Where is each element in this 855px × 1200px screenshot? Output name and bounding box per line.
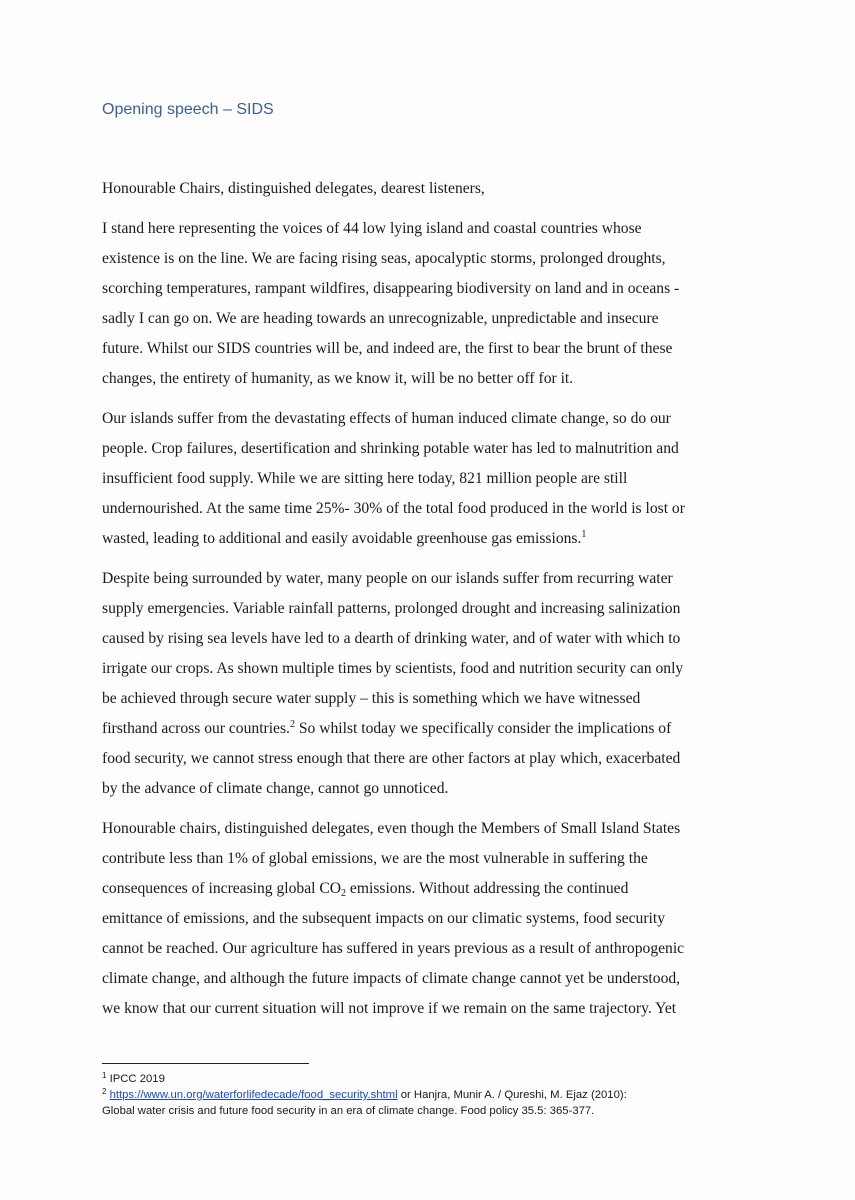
line-text: emissions. Without addressing the continued bbox=[346, 880, 629, 897]
text-line: Honourable Chairs, distinguished delegates, dearest listeners, bbox=[102, 180, 485, 197]
footnote-1 bbox=[102, 1071, 762, 1087]
document-body bbox=[102, 174, 762, 1034]
line-text: firsthand across our countries. bbox=[102, 720, 290, 737]
text-line: I stand here representing the voices of 44 low lying island and coastal countries whose bbox=[102, 220, 642, 237]
footnote-text: IPCC 2019 bbox=[109, 1073, 165, 1085]
text-line: changes, the entirety of humanity, as we know it, will be no better off for it. bbox=[102, 370, 574, 387]
paragraph-4 bbox=[102, 814, 762, 1024]
footnote-separator bbox=[102, 1063, 309, 1064]
text-line: we know that our current situation will not improve if we remain on the same trajectory. Yet bbox=[102, 1000, 677, 1017]
text-line: be achieved through secure water supply – this is something which we have witnessed bbox=[102, 690, 641, 707]
footnote-number: 1 bbox=[102, 1071, 107, 1080]
text-line: undernourished. At the same time 25%- 30% of the total food produced in the world is lost or bbox=[102, 500, 685, 517]
text-line: Despite being surrounded by water, many people on our islands suffer from recurring water bbox=[102, 570, 673, 587]
text-line: food security, we cannot stress enough that there are other factors at play which, exacerbated bbox=[102, 750, 681, 767]
footnote-link[interactable]: https://www.un.org/waterforlifedecade/food_security.shtml bbox=[109, 1089, 398, 1101]
text-line: scorching temperatures, rampant wildfires, disappearing biodiversity on land and in oceans - bbox=[102, 280, 680, 297]
footnotes bbox=[102, 1071, 762, 1119]
footnote-ref-1: 1 bbox=[581, 529, 587, 540]
text-line: emittance of emissions, and the subsequent impacts on our climatic systems, food security bbox=[102, 910, 665, 927]
footnote-2 bbox=[102, 1087, 762, 1103]
text-line: people. Crop failures, desertification and shrinking potable water has led to malnutrition and bbox=[102, 440, 679, 457]
footnote-text: or Hanjra, Munir A. / Qureshi, M. Ejaz (2010): bbox=[397, 1089, 627, 1101]
greeting-paragraph bbox=[102, 174, 762, 204]
text-line: by the advance of climate change, cannot go unnoticed. bbox=[102, 780, 449, 797]
paragraph-2 bbox=[102, 404, 762, 554]
text-line: contribute less than 1% of global emissions, we are the most vulnerable in suffering the bbox=[102, 850, 648, 867]
text-line: Our islands suffer from the devastating effects of human induced climate change, so do our bbox=[102, 410, 671, 427]
text-line: Honourable chairs, distinguished delegates, even though the Members of Small Island States bbox=[102, 820, 681, 837]
line-text: So whilst today we specifically consider the implications of bbox=[294, 720, 672, 737]
footnote-number: 2 bbox=[102, 1087, 107, 1096]
text-line: future. Whilst our SIDS countries will be, and indeed are, the first to bear the brunt of these bbox=[102, 340, 673, 357]
text-line: climate change, and although the future impacts of climate change cannot yet be understood, bbox=[102, 970, 681, 987]
text-line: irrigate our crops. As shown multiple times by scientists, food and nutrition security can only bbox=[102, 660, 684, 677]
text-line bbox=[102, 874, 762, 904]
footnote-ref-2: 2 bbox=[289, 719, 295, 730]
subscript: 2 bbox=[341, 888, 347, 899]
text-line: existence is on the line. We are facing rising seas, apocalyptic storms, prolonged droughts, bbox=[102, 250, 666, 267]
text-line: insufficient food supply. While we are sitting here today, 821 million people are still bbox=[102, 470, 628, 487]
text-line: supply emergencies. Variable rainfall patterns, prolonged drought and increasing salinization bbox=[102, 600, 681, 617]
text-line bbox=[102, 714, 762, 744]
line-text: wasted, leading to additional and easily avoidable greenhouse gas emissions. bbox=[102, 530, 582, 547]
paragraph-3 bbox=[102, 564, 762, 804]
line-text: consequences of increasing global CO bbox=[102, 880, 342, 897]
text-line bbox=[102, 524, 762, 554]
text-line: caused by rising sea levels have led to a dearth of drinking water, and of water with which to bbox=[102, 630, 681, 647]
text-line: sadly I can go on. We are heading towards an unrecognizable, unpredictable and insecure bbox=[102, 310, 659, 327]
paragraph-1 bbox=[102, 214, 762, 394]
text-line: cannot be reached. Our agriculture has suffered in years previous as a result of anthropogenic bbox=[102, 940, 685, 957]
document-heading: Opening speech – SIDS bbox=[102, 101, 274, 118]
footnote-2-continued: Global water crisis and future food security in an era of climate change. Food policy 35.5: 365-377. bbox=[102, 1105, 595, 1117]
